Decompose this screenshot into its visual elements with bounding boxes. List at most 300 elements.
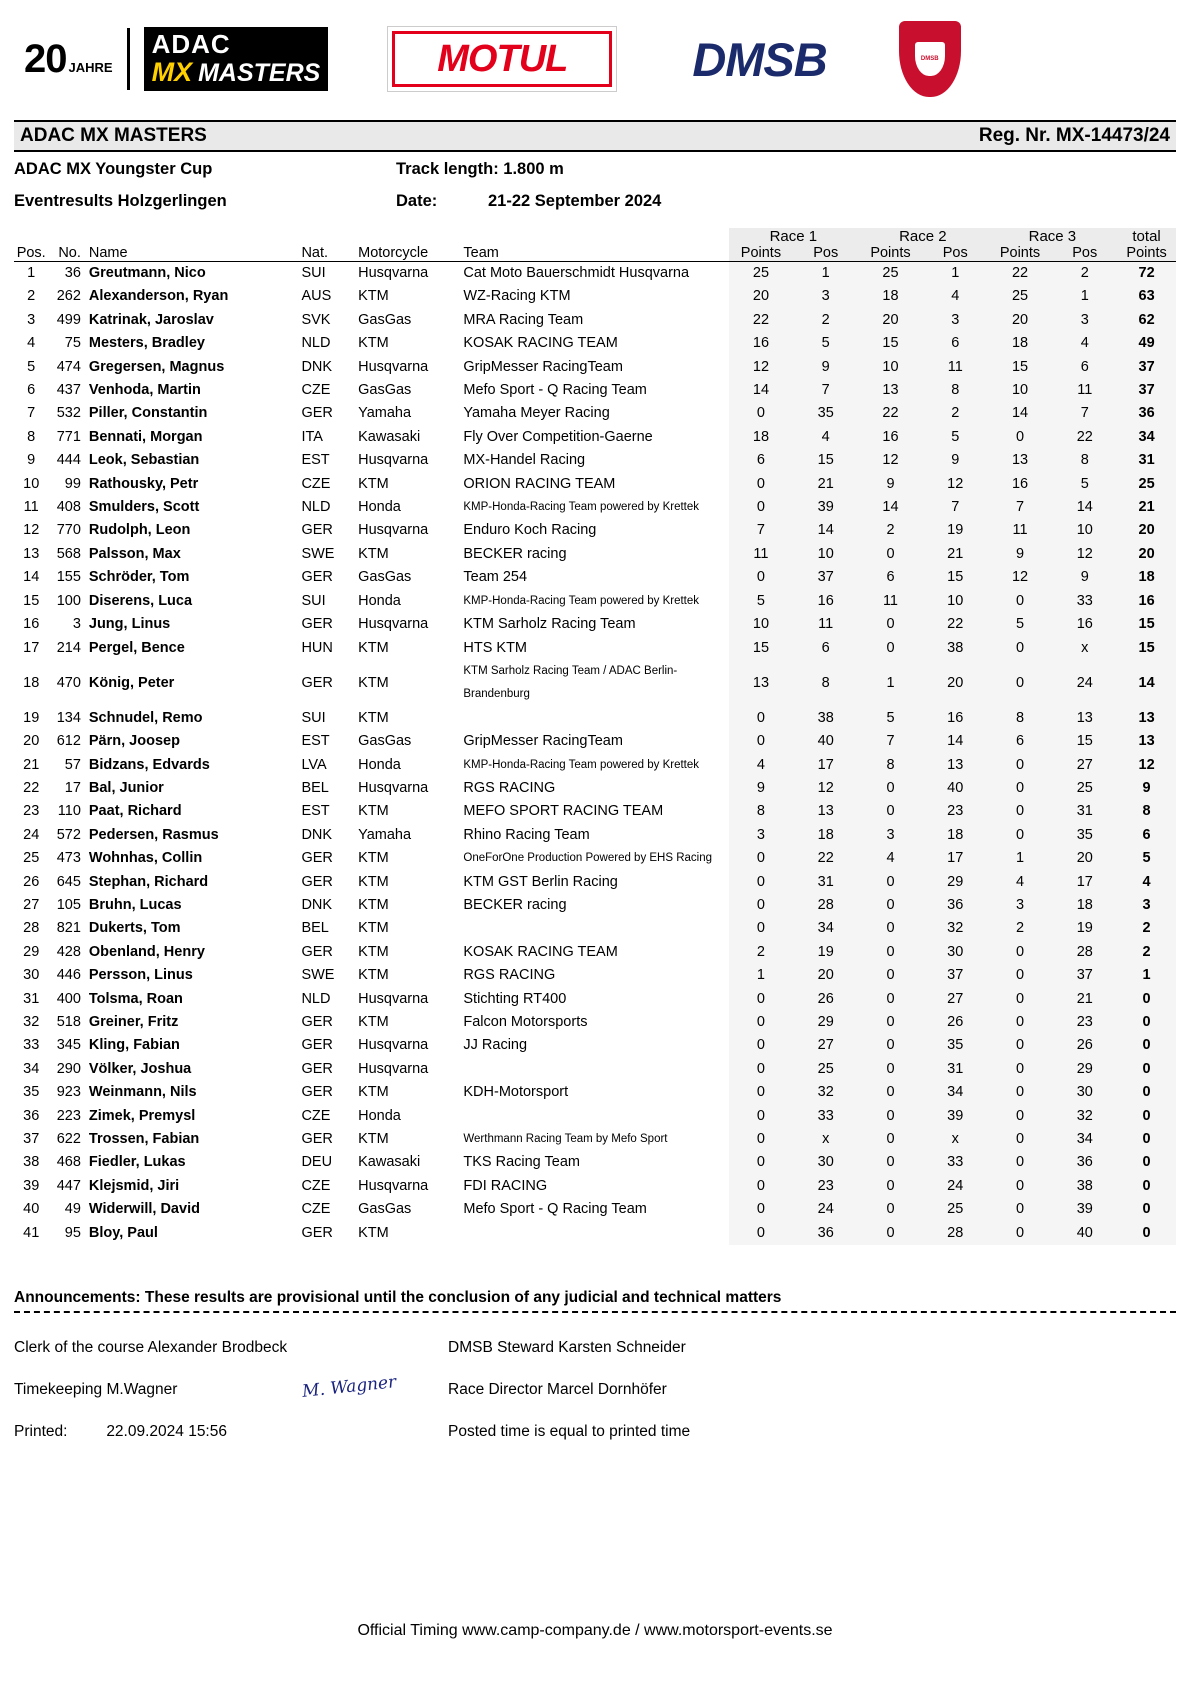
cell-position: 22 — [23, 779, 40, 796]
cell-race3-points: 9 — [988, 543, 1053, 566]
cell-race1-points: 14 — [729, 379, 794, 402]
cell-race1-points: 0 — [729, 1222, 794, 1245]
cell-position: 5 — [27, 358, 36, 375]
announcement-text: Announcements: These results are provisional until the conclusion of any judicial and technical matters — [14, 1289, 1176, 1313]
cell-total-points: 0 — [1117, 1222, 1176, 1245]
cell-race3-pos: 4 — [1052, 332, 1117, 355]
table-row — [14, 262, 1176, 286]
cell-total-points: 0 — [1117, 1081, 1176, 1104]
table-row — [14, 613, 1176, 636]
cell-race2-points: 15 — [858, 332, 923, 355]
mx-label: MX — [151, 56, 193, 87]
cell-race1-pos: 15 — [793, 449, 858, 472]
cell-rider-name: Bennati, Morgan — [88, 428, 203, 445]
cell-team: KMP-Honda-Racing Team powered by Krettek — [463, 758, 700, 771]
cell-nationality: NLD — [301, 335, 331, 352]
cell-race3-points: 0 — [988, 1198, 1053, 1221]
cell-race1-points: 0 — [729, 566, 794, 589]
results-body — [14, 262, 1176, 1246]
cell-race2-points: 0 — [858, 1105, 923, 1128]
cell-race2-points: 0 — [858, 941, 923, 964]
cell-nationality: SUI — [301, 265, 326, 281]
cell-nationality: EST — [301, 452, 330, 469]
cell-rider-number: 345 — [56, 1037, 81, 1054]
cell-motorcycle: Yamaha — [358, 405, 412, 422]
cell-race1-points: 8 — [729, 800, 794, 823]
cell-race2-pos: 2 — [923, 402, 988, 425]
cell-race2-pos: 20 — [923, 660, 988, 707]
cell-rider-name: Stephan, Richard — [88, 873, 209, 890]
table-row — [14, 496, 1176, 519]
cell-team: Fly Over Competition-Gaerne — [463, 428, 653, 445]
timekeeping-label: Timekeeping M.Wagner — [14, 1381, 178, 1399]
cell-rider-name: Bloy, Paul — [88, 1224, 158, 1241]
cell-position: 17 — [23, 639, 40, 656]
cell-team: MEFO SPORT RACING TEAM — [463, 803, 664, 820]
cell-rider-number: 290 — [56, 1060, 81, 1077]
cell-position: 36 — [23, 1107, 40, 1124]
table-row — [14, 519, 1176, 542]
cell-total-points: 20 — [1117, 543, 1176, 566]
cell-motorcycle: KTM — [358, 896, 389, 913]
cell-race1-points: 4 — [729, 754, 794, 777]
cell-motorcycle: KTM — [358, 967, 389, 984]
cell-team: Rhino Racing Team — [463, 826, 590, 843]
cell-rider-name: Völker, Joshua — [88, 1060, 192, 1077]
cell-rider-number: 770 — [56, 522, 81, 539]
cell-race2-points: 6 — [858, 566, 923, 589]
cell-rider-number: 408 — [56, 499, 81, 516]
cell-position: 25 — [23, 850, 40, 867]
cell-rider-name: König, Peter — [88, 674, 175, 691]
cell-total-points: 0 — [1117, 1128, 1176, 1151]
cell-nationality: SVK — [301, 311, 331, 328]
cell-position: 33 — [23, 1037, 40, 1054]
cell-race3-points: 0 — [988, 800, 1053, 823]
cell-race3-pos: 8 — [1052, 449, 1117, 472]
cell-rider-number: 518 — [56, 1014, 81, 1030]
cell-rider-number: 447 — [56, 1177, 81, 1194]
cell-race3-points: 0 — [988, 1081, 1053, 1104]
cell-race1-pos: 30 — [793, 1151, 858, 1174]
cell-team: KTM Sarholz Racing Team / ADAC Berlin-Brandenburg — [463, 664, 678, 701]
cell-total-points: 0 — [1117, 1011, 1176, 1034]
cell-position: 14 — [23, 569, 40, 586]
cell-nationality: HUN — [301, 639, 333, 656]
cell-rider-number: 473 — [56, 850, 81, 867]
cell-race2-pos: 22 — [923, 613, 988, 636]
signature-block — [14, 1327, 1176, 1453]
cell-race1-points: 0 — [729, 730, 794, 753]
cell-rider-number: 923 — [56, 1084, 81, 1101]
cell-rider-name: Persson, Linus — [88, 967, 193, 984]
cell-total-points: 62 — [1117, 309, 1176, 332]
column-header-row — [14, 245, 1176, 262]
cell-team: HTS KTM — [463, 639, 528, 656]
cell-total-points: 15 — [1117, 613, 1176, 636]
cell-race1-points: 0 — [729, 1081, 794, 1104]
cell-total-points: 0 — [1117, 1175, 1176, 1198]
cell-rider-number: 532 — [56, 405, 81, 422]
adac-label: ADAC — [151, 28, 231, 59]
cell-race1-pos: 33 — [793, 1105, 858, 1128]
table-row — [14, 1034, 1176, 1057]
cell-rider-name: Fiedler, Lukas — [88, 1154, 186, 1171]
cell-race2-points: 5 — [858, 707, 923, 730]
cell-total-points: 0 — [1117, 1151, 1176, 1174]
cell-rider-number: 99 — [64, 475, 81, 492]
dmsb-shield-icon — [899, 21, 961, 97]
cell-race2-points: 13 — [858, 379, 923, 402]
cell-race3-points: 0 — [988, 1222, 1053, 1245]
cell-rider-number: 470 — [56, 674, 81, 691]
cell-race1-pos: 34 — [793, 917, 858, 940]
cell-race3-points: 15 — [988, 356, 1053, 379]
cell-team: RGS RACING — [463, 967, 556, 984]
cell-rider-name: Weinmann, Nils — [88, 1084, 197, 1101]
cell-motorcycle: Husqvarna — [358, 1037, 429, 1054]
col-motorcycle: Motorcycle — [358, 245, 463, 262]
cell-race2-points: 0 — [858, 777, 923, 800]
cell-race2-pos: 12 — [923, 473, 988, 496]
cell-rider-name: Paat, Richard — [88, 803, 182, 820]
cell-rider-name: Venhoda, Martin — [88, 382, 201, 399]
cell-race2-points: 22 — [858, 402, 923, 425]
col-race2-points: Points — [858, 245, 923, 262]
cell-race1-points: 0 — [729, 988, 794, 1011]
race1-group-label: Race 1 — [729, 228, 859, 245]
cell-nationality: GER — [301, 522, 333, 539]
cell-race2-pos: 31 — [923, 1058, 988, 1081]
cell-race1-points: 0 — [729, 1175, 794, 1198]
col-race2-pos: Pos — [923, 245, 988, 262]
cell-rider-name: Schröder, Tom — [88, 569, 190, 586]
cell-race3-points: 14 — [988, 402, 1053, 425]
cell-race2-pos: 30 — [923, 941, 988, 964]
cell-race3-pos: 5 — [1052, 473, 1117, 496]
cell-race1-pos: 32 — [793, 1081, 858, 1104]
cell-race3-pos: 24 — [1052, 660, 1117, 707]
cell-rider-number: 262 — [56, 288, 81, 305]
cell-race1-pos: 28 — [793, 894, 858, 917]
cell-race2-pos: 34 — [923, 1081, 988, 1104]
cell-team: GripMesser RacingTeam — [463, 358, 623, 375]
cell-race2-pos: 13 — [923, 754, 988, 777]
cell-race2-pos: 27 — [923, 988, 988, 1011]
cell-position: 27 — [23, 896, 40, 913]
cell-rider-name: Trossen, Fabian — [88, 1131, 200, 1148]
cell-race1-pos: 1 — [793, 262, 858, 286]
cell-position: 35 — [23, 1084, 40, 1101]
cell-team: Yamaha Meyer Racing — [463, 405, 610, 422]
cell-race1-pos: 25 — [793, 1058, 858, 1081]
cell-motorcycle: Husqvarna — [358, 779, 429, 796]
cell-rider-name: Palsson, Max — [88, 545, 181, 562]
cell-rider-number: 568 — [56, 545, 81, 562]
spacer-head — [14, 228, 729, 245]
table-row — [14, 917, 1176, 940]
cell-rider-number: 3 — [72, 616, 81, 633]
cell-rider-number: 110 — [57, 803, 81, 820]
cell-rider-number: 214 — [56, 639, 81, 656]
cell-race2-points: 2 — [858, 519, 923, 542]
cell-position: 28 — [23, 920, 40, 937]
cell-race3-pos: 22 — [1052, 426, 1117, 449]
col-no: No. — [48, 245, 88, 262]
cell-race1-points: 0 — [729, 1058, 794, 1081]
cell-rider-name: Mesters, Bradley — [88, 335, 205, 352]
table-row — [14, 1081, 1176, 1104]
cell-rider-name: Pergel, Bence — [88, 639, 185, 656]
cell-motorcycle: Husqvarna — [358, 452, 429, 469]
cell-race2-points: 0 — [858, 1198, 923, 1221]
cell-position: 21 — [23, 756, 40, 773]
cell-rider-name: Schnudel, Remo — [88, 709, 203, 726]
cell-race3-pos: 23 — [1052, 1011, 1117, 1034]
cell-nationality: CZE — [301, 1107, 331, 1124]
cell-race1-points: 12 — [729, 356, 794, 379]
cell-nationality: GER — [301, 1084, 333, 1101]
track-length: Track length: 1.800 m — [396, 160, 564, 178]
cell-rider-number: 75 — [64, 335, 81, 352]
signature-mark: M. Wagner — [301, 1372, 398, 1402]
cell-motorcycle: Husqvarna — [358, 1060, 429, 1077]
cell-nationality: NLD — [301, 990, 331, 1007]
cell-race3-points: 0 — [988, 824, 1053, 847]
cell-motorcycle: GasGas — [358, 382, 412, 399]
cell-race3-pos: 21 — [1052, 988, 1117, 1011]
cell-team — [463, 1058, 728, 1081]
cell-total-points: 49 — [1117, 332, 1176, 355]
cell-race2-pos: 1 — [923, 262, 988, 286]
table-row — [14, 1175, 1176, 1198]
cell-team: TKS Racing Team — [463, 1154, 580, 1171]
cell-race2-pos: 19 — [923, 519, 988, 542]
cell-motorcycle: GasGas — [358, 569, 412, 586]
cell-race1-pos: x — [793, 1128, 858, 1151]
cell-total-points: 0 — [1117, 1198, 1176, 1221]
cell-position: 8 — [27, 428, 36, 445]
cell-race2-points: 0 — [858, 1034, 923, 1057]
cell-race3-pos: 12 — [1052, 543, 1117, 566]
cell-team: MRA Racing Team — [463, 311, 584, 328]
cell-rider-name: Jung, Linus — [88, 616, 171, 633]
cell-race2-pos: 4 — [923, 285, 988, 308]
cell-race3-points: 3 — [988, 894, 1053, 917]
cell-position: 30 — [23, 967, 40, 984]
cell-team: JJ Racing — [463, 1037, 528, 1054]
race-director: Race Director Marcel Dornhöfer — [448, 1381, 667, 1399]
cell-rider-name: Pärn, Joosep — [88, 733, 180, 750]
table-row — [14, 988, 1176, 1011]
cell-motorcycle: Honda — [358, 499, 401, 516]
cell-rider-number: 821 — [56, 920, 81, 937]
cell-race3-pos: 15 — [1052, 730, 1117, 753]
cell-team: BECKER racing — [463, 545, 567, 562]
table-row — [14, 356, 1176, 379]
cell-rider-number: 622 — [56, 1131, 81, 1148]
cell-motorcycle: KTM — [358, 674, 389, 691]
cell-race3-points: 6 — [988, 730, 1053, 753]
cell-nationality: GER — [301, 1014, 333, 1030]
cell-race1-points: 0 — [729, 894, 794, 917]
cell-motorcycle: KTM — [358, 545, 389, 562]
cell-race2-pos: 21 — [923, 543, 988, 566]
cell-race2-pos: 6 — [923, 332, 988, 355]
cell-race1-points: 2 — [729, 941, 794, 964]
cell-race1-pos: 18 — [793, 824, 858, 847]
cell-rider-name: Rudolph, Leon — [88, 522, 191, 539]
cell-rider-number: 645 — [56, 873, 81, 890]
cell-nationality: SWE — [301, 545, 335, 562]
cell-race2-pos: 24 — [923, 1175, 988, 1198]
cell-race3-points: 12 — [988, 566, 1053, 589]
dmsb-logo: DMSB — [692, 32, 827, 86]
cell-race1-pos: 17 — [793, 754, 858, 777]
cell-nationality: GER — [301, 405, 333, 422]
cell-position: 10 — [23, 475, 40, 492]
cell-total-points: 13 — [1117, 730, 1176, 753]
cell-nationality: CZE — [301, 382, 331, 399]
col-race1-points: Points — [729, 245, 794, 262]
cell-rider-number: 134 — [56, 709, 81, 726]
table-row — [14, 543, 1176, 566]
cell-race1-pos: 14 — [793, 519, 858, 542]
cell-race1-pos: 20 — [793, 964, 858, 987]
cell-rider-name: Dukerts, Tom — [88, 920, 181, 937]
cell-total-points: 2 — [1117, 941, 1176, 964]
cell-race1-points: 0 — [729, 871, 794, 894]
cell-position: 4 — [27, 335, 36, 352]
cell-race2-pos: 15 — [923, 566, 988, 589]
col-race3-points: Points — [988, 245, 1053, 262]
cell-race1-points: 20 — [729, 285, 794, 308]
table-row — [14, 754, 1176, 777]
cell-race3-points: 22 — [988, 262, 1053, 286]
cell-race2-points: 0 — [858, 543, 923, 566]
cell-race2-pos: 28 — [923, 1222, 988, 1245]
cell-race1-pos: 16 — [793, 590, 858, 613]
anniversary-logo — [24, 39, 113, 79]
cell-team: RGS RACING — [463, 779, 556, 796]
cell-race2-points: 4 — [858, 847, 923, 870]
cell-motorcycle: KTM — [358, 335, 389, 352]
cell-race1-pos: 12 — [793, 777, 858, 800]
col-team: Team — [463, 245, 728, 262]
cell-race1-points: 15 — [729, 637, 794, 660]
cell-race3-pos: 26 — [1052, 1034, 1117, 1057]
table-row — [14, 449, 1176, 472]
race2-group-label: Race 2 — [858, 228, 988, 245]
cell-race2-points: 0 — [858, 1081, 923, 1104]
cell-rider-number: 400 — [56, 990, 81, 1007]
cell-race2-pos: 8 — [923, 379, 988, 402]
cell-total-points: 34 — [1117, 426, 1176, 449]
cell-race3-points: 25 — [988, 285, 1053, 308]
cell-race2-pos: 3 — [923, 309, 988, 332]
cell-race2-points: 0 — [858, 1128, 923, 1151]
cell-motorcycle: Husqvarna — [358, 990, 429, 1007]
dmsb-steward: DMSB Steward Karsten Schneider — [448, 1339, 686, 1357]
official-timing: Official Timing www.camp-company.de / www.motorsport-events.se — [357, 1622, 833, 1639]
cell-race2-pos: 23 — [923, 800, 988, 823]
cell-race3-pos: 31 — [1052, 800, 1117, 823]
cell-rider-number: 437 — [56, 382, 81, 399]
cell-nationality: GER — [301, 569, 333, 586]
cell-position: 31 — [23, 990, 40, 1007]
cell-race1-points: 13 — [729, 660, 794, 707]
cell-race3-points: 8 — [988, 707, 1053, 730]
cell-race3-pos: 1 — [1052, 285, 1117, 308]
cell-position: 29 — [23, 943, 40, 960]
logo-divider — [127, 28, 130, 90]
cell-motorcycle: KTM — [358, 873, 389, 890]
cell-team — [463, 1222, 728, 1245]
cell-race1-points: 10 — [729, 613, 794, 636]
cell-rider-number: 57 — [64, 756, 81, 773]
cell-rider-number: 17 — [64, 779, 81, 796]
cell-race3-points: 13 — [988, 449, 1053, 472]
cell-position: 38 — [23, 1154, 40, 1171]
col-name: Name — [89, 245, 302, 262]
cell-position: 7 — [27, 405, 36, 422]
posted-time-note: Posted time is equal to printed time — [448, 1423, 691, 1441]
col-nat: Nat. — [301, 245, 358, 262]
cell-nationality: CZE — [301, 475, 331, 492]
cell-rider-name: Pedersen, Rasmus — [88, 826, 219, 843]
cell-race3-pos: 11 — [1052, 379, 1117, 402]
motul-logo — [388, 27, 616, 91]
cell-rider-name: Leok, Sebastian — [88, 452, 200, 469]
cell-race2-points: 0 — [858, 800, 923, 823]
cell-race2-pos: 26 — [923, 1011, 988, 1034]
cell-race3-points: 0 — [988, 1175, 1053, 1198]
cell-nationality: GER — [301, 1037, 333, 1054]
cell-race2-pos: 32 — [923, 917, 988, 940]
cell-total-points: 3 — [1117, 894, 1176, 917]
cell-race2-pos: 39 — [923, 1105, 988, 1128]
cell-position: 37 — [23, 1131, 40, 1148]
cell-rider-number: 468 — [56, 1154, 81, 1171]
cell-race3-points: 0 — [988, 964, 1053, 987]
cell-race2-points: 0 — [858, 894, 923, 917]
cell-race3-pos: 9 — [1052, 566, 1117, 589]
table-row — [14, 730, 1176, 753]
cell-team: KMP-Honda-Racing Team powered by Krettek — [463, 501, 700, 514]
cell-race1-pos: 19 — [793, 941, 858, 964]
cell-team: Enduro Koch Racing — [463, 522, 597, 539]
cell-rider-name: Piller, Constantin — [88, 405, 208, 422]
cell-team: KOSAK RACING TEAM — [463, 943, 618, 960]
cell-total-points: 4 — [1117, 871, 1176, 894]
cell-motorcycle: KTM — [358, 639, 389, 656]
cell-rider-number: 100 — [56, 592, 81, 609]
masters-label: MASTERS — [198, 58, 321, 87]
cell-race1-pos: 22 — [793, 847, 858, 870]
cell-total-points: 2 — [1117, 917, 1176, 940]
cell-nationality: GER — [301, 616, 333, 633]
cell-race2-pos: 14 — [923, 730, 988, 753]
cell-race2-points: 8 — [858, 754, 923, 777]
race-group-header-row — [14, 228, 1176, 245]
cell-total-points: 14 — [1117, 660, 1176, 707]
cell-rider-name: Bidzans, Edvards — [88, 756, 210, 773]
cell-position: 32 — [23, 1014, 40, 1030]
cell-rider-number: 155 — [56, 569, 81, 586]
sponsor-header — [14, 0, 1176, 118]
cell-rider-number: 771 — [56, 428, 81, 445]
cell-total-points: 9 — [1117, 777, 1176, 800]
